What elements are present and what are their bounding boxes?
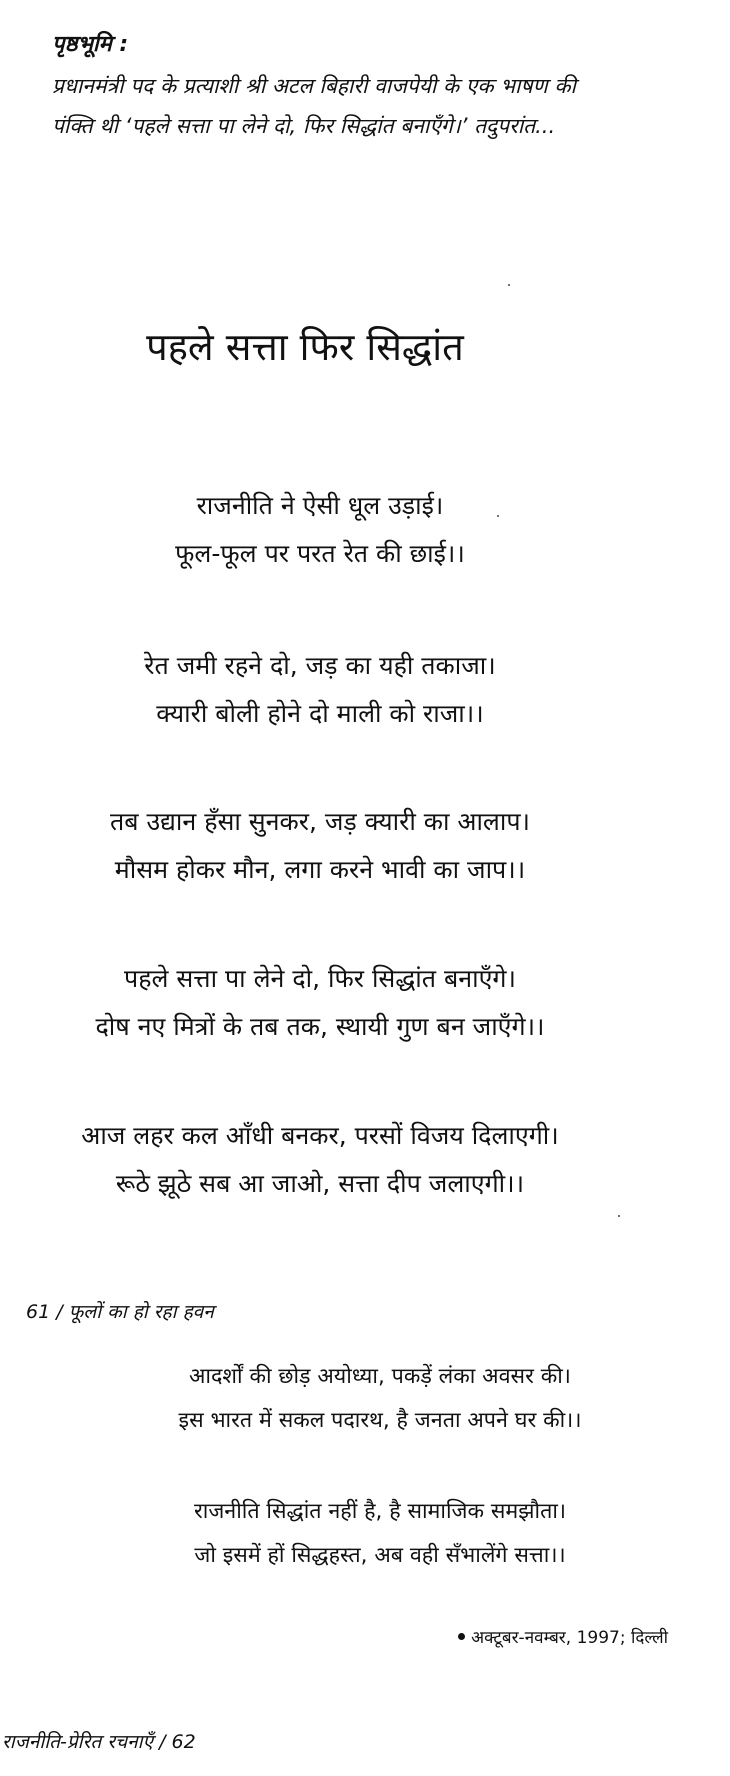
stanza-line: दोष नए मित्रों के तब तक, स्थायी गुण बन जाएँगे।। [95,1012,545,1041]
page-number-62: राजनीति-प्रेरित रचनाएँ / 62 [2,1731,196,1753]
stanza-4 [0,955,640,1051]
date-place [458,1625,668,1648]
stanza-line: पहले सत्ता पा लेने दो, फिर सिद्धांत बनाएँगे। [124,964,516,993]
stanza-5 [0,1112,640,1208]
stanza-line: राजनीति सिद्धांत नहीं है, है सामाजिक समझौता। [193,1499,567,1524]
stanza-7 [60,1490,700,1578]
stanza-line: क्यारी बोली होने दो माली को राजा।। [156,699,484,728]
stanza-line: फूल-फूल पर परत रेत की छाई।। [175,539,465,568]
stanza-line: राजनीति ने ऐसी धूल उड़ाई। [196,491,444,520]
stanza-line: रेत जमी रहने दो, जड़ का यही तकाजा। [144,651,496,680]
stanza-line: रूठे झूठे सब आ जाओ, सत्ता दीप जलाएगी।। [115,1169,525,1198]
stanza-line: तब उद्यान हँसा सुनकर, जड़ क्यारी का आलाप। [109,807,531,836]
background-heading: पृष्ठभूमि : [52,32,129,57]
stanza-1 [0,482,640,578]
background-text-line-2: पंक्ति थी ‘पहले सत्ता पा लेने दो, फिर सिद्धांत बनाएँगे।’ तदुपरांत... [52,114,556,138]
bullet-icon [458,1633,465,1640]
stanza-6 [60,1355,700,1443]
stanza-2 [0,642,640,738]
scan-speck [618,1215,620,1217]
stanza-line: मौसम होकर मौन, लगा करने भावी का जाप।। [114,855,526,884]
poem-title: पहले सत्ता फिर सिद्धांत [146,325,464,369]
stanza-line: जो इसमें हों सिद्धहस्त, अब वही सँभालेंगे सत्ता।। [194,1543,566,1568]
stanza-line: आदर्शों की छोड़ अयोध्या, पकड़ें लंका अवसर की। [189,1364,571,1389]
background-text-line-1: प्रधानमंत्री पद के प्रत्याशी श्री अटल बिहारी वाजपेयी के एक भाषण की [52,74,576,98]
stanza-3 [0,798,640,894]
scan-speck [497,515,499,517]
date-place-text: अक्टूबर-नवम्बर, 1997; दिल्ली [471,1628,668,1648]
scan-speck [508,284,510,286]
stanza-line: आज लहर कल आँधी बनकर, परसों विजय दिलाएगी। [81,1121,559,1150]
stanza-line: इस भारत में सकल पदारथ, है जनता अपने घर की।। [178,1408,582,1433]
page-number-61: 61 / फूलों का हो रहा हवन [26,1301,214,1323]
